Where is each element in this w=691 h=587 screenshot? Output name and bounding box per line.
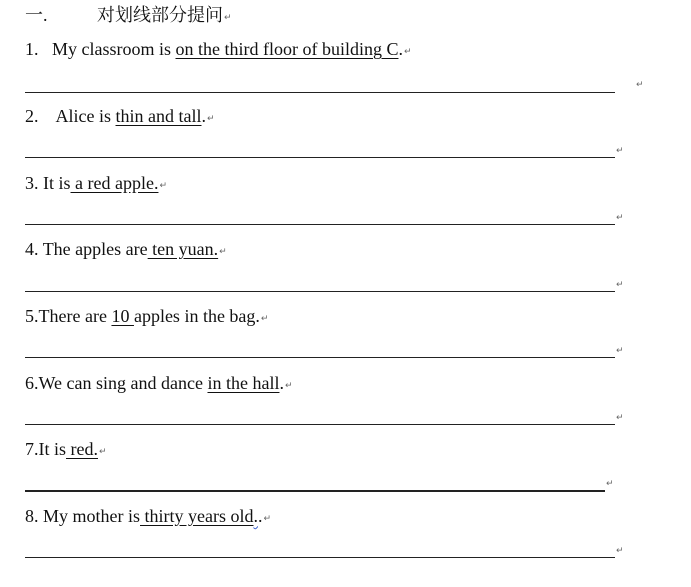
underlined-part: a red apple. bbox=[70, 173, 159, 193]
question-text-end: . bbox=[279, 373, 284, 393]
question-text: The apples are bbox=[42, 239, 148, 259]
paragraph-mark-icon: ↵ bbox=[159, 181, 168, 191]
question-number: 5. bbox=[25, 306, 39, 326]
section-number: 一. bbox=[25, 5, 48, 25]
answer-line[interactable] bbox=[25, 357, 615, 358]
question-3 bbox=[25, 172, 167, 197]
question-number: 4. bbox=[25, 239, 39, 259]
question-text: My mother is bbox=[43, 506, 140, 526]
paragraph-mark-icon: ↵ bbox=[616, 280, 624, 290]
paragraph-mark-icon: ↵ bbox=[260, 314, 269, 324]
paragraph-mark-icon: ↵ bbox=[616, 213, 624, 223]
question-5 bbox=[25, 305, 268, 330]
paragraph-mark-icon: ↵ bbox=[263, 514, 272, 524]
underlined-part: ten yuan. bbox=[147, 239, 219, 259]
question-text: Alice is bbox=[55, 106, 116, 126]
question-text: It is bbox=[38, 439, 67, 459]
paragraph-mark-icon: ↵ bbox=[616, 413, 624, 423]
answer-line[interactable] bbox=[25, 224, 615, 225]
underlined-part: on the third floor of building C bbox=[175, 39, 399, 59]
underlined-part: in the hall bbox=[207, 373, 280, 393]
underlined-part: thin and tall bbox=[115, 106, 202, 126]
question-text-end: . bbox=[257, 506, 263, 526]
question-number: 3. bbox=[25, 173, 39, 193]
answer-line[interactable] bbox=[25, 557, 615, 558]
paragraph-mark-icon: ↵ bbox=[403, 47, 412, 57]
question-8 bbox=[25, 505, 271, 530]
underlined-part: 10 bbox=[111, 306, 134, 326]
grammar-check-mark: . bbox=[253, 506, 258, 526]
question-number: 1. bbox=[25, 39, 39, 59]
paragraph-mark-icon: ↵ bbox=[616, 346, 624, 356]
question-text: We can sing and dance bbox=[38, 373, 208, 393]
paragraph-mark-icon: ↵ bbox=[636, 80, 644, 90]
question-number: 8. bbox=[25, 506, 39, 526]
question-text: My classroom is bbox=[52, 39, 176, 59]
question-text: It is bbox=[43, 173, 71, 193]
paragraph-mark-icon: ↵ bbox=[219, 247, 227, 257]
section-heading bbox=[25, 4, 232, 29]
paragraph-mark-icon: ↵ bbox=[224, 13, 232, 23]
section-title: 对划线部分提问 bbox=[97, 5, 223, 25]
question-text-end: . bbox=[201, 106, 206, 126]
answer-line[interactable] bbox=[25, 291, 615, 292]
question-text: There are bbox=[38, 306, 112, 326]
answer-line[interactable] bbox=[25, 157, 615, 158]
answer-line[interactable] bbox=[25, 424, 615, 425]
question-number: 7. bbox=[25, 439, 39, 459]
question-1 bbox=[25, 38, 412, 63]
question-2 bbox=[25, 105, 215, 130]
paragraph-mark-icon: ↵ bbox=[616, 146, 624, 156]
paragraph-mark-icon: ↵ bbox=[207, 114, 215, 124]
question-4 bbox=[25, 238, 227, 263]
answer-line[interactable] bbox=[25, 92, 615, 93]
paragraph-mark-icon: ↵ bbox=[99, 447, 107, 457]
underlined-part: red. bbox=[66, 439, 98, 459]
question-number: 2. bbox=[25, 106, 39, 126]
question-6 bbox=[25, 372, 293, 397]
answer-line[interactable] bbox=[25, 490, 605, 492]
question-7 bbox=[25, 438, 107, 463]
paragraph-mark-icon: ↵ bbox=[616, 546, 624, 556]
paragraph-mark-icon: ↵ bbox=[606, 479, 614, 489]
question-number: 6. bbox=[25, 373, 39, 393]
question-text-end: apples in the bag. bbox=[133, 306, 260, 326]
question-text-end: . bbox=[398, 39, 403, 59]
underlined-part: thirty years old bbox=[140, 506, 254, 526]
paragraph-mark-icon: ↵ bbox=[284, 381, 293, 391]
